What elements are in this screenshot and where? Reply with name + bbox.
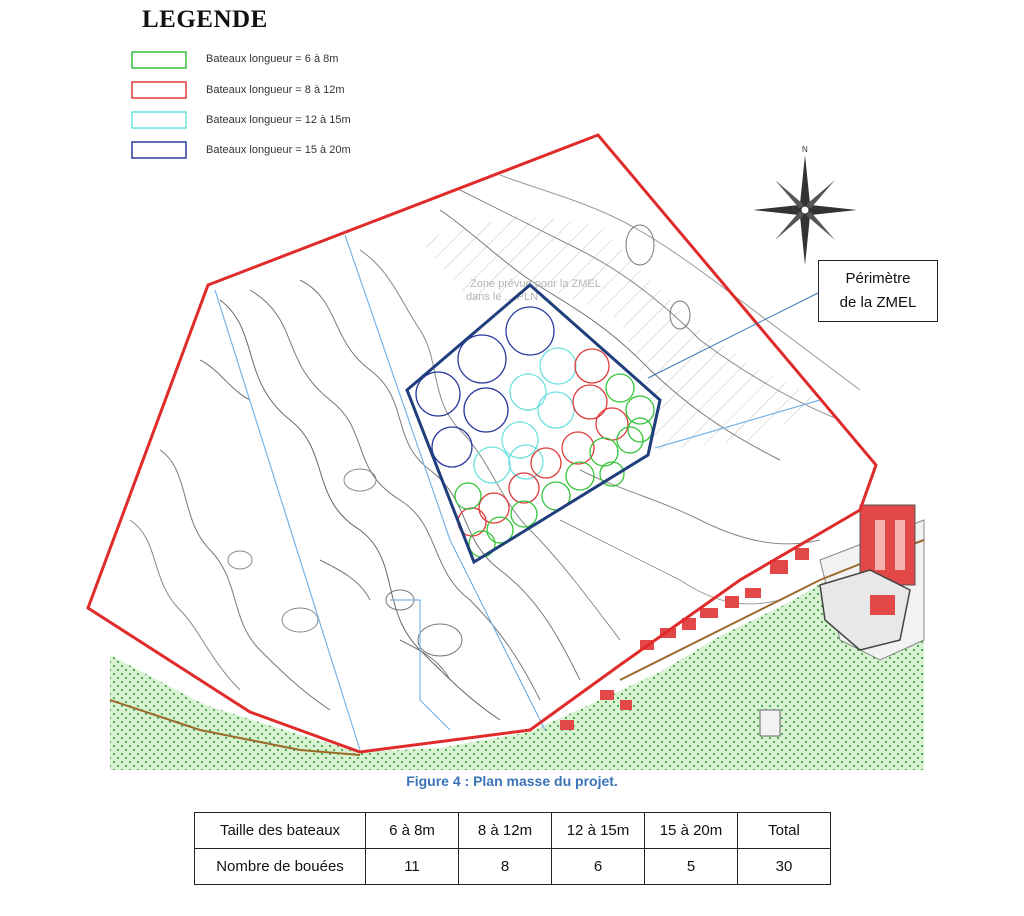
legend-label-6-8m: Bateaux longueur = 6 à 8m bbox=[206, 53, 339, 65]
mooring-buoy-circle bbox=[628, 418, 652, 442]
table-cell: 30 bbox=[738, 849, 831, 885]
mooring-buoy-circle bbox=[531, 448, 561, 478]
legend-swatch bbox=[132, 82, 186, 98]
callout-line-1: Périmètre bbox=[845, 270, 911, 287]
legend-label-12-15m: Bateaux longueur = 12 à 15m bbox=[206, 114, 351, 126]
zmel-callout bbox=[818, 260, 938, 322]
mooring-buoy-circle bbox=[509, 473, 539, 503]
mooring-buoy-circle bbox=[606, 374, 634, 402]
zmel-perimeter bbox=[407, 285, 660, 562]
mooring-buoy-circle bbox=[455, 483, 481, 509]
mooring-buoy-circle bbox=[474, 447, 510, 483]
table-cell: 8 bbox=[459, 849, 552, 885]
table-header-cell: Total bbox=[738, 813, 831, 849]
legend-title: LEGENDE bbox=[142, 6, 268, 33]
legend-swatch bbox=[132, 112, 186, 128]
table-row-label: Nombre de bouées bbox=[195, 849, 366, 885]
table-header-row bbox=[195, 813, 831, 849]
mooring-buoy-circle bbox=[506, 307, 554, 355]
hatched-reserved-zone bbox=[420, 215, 820, 450]
mooring-buoy-circle bbox=[573, 385, 607, 419]
hatched-zone-note: Zone prévue pour la ZMEL bbox=[470, 278, 601, 290]
table-header-cell: 15 à 20m bbox=[645, 813, 738, 849]
mooring-buoy-circle bbox=[510, 374, 546, 410]
mooring-buoy-circle bbox=[432, 427, 472, 467]
table-header-cell: Taille des bateaux bbox=[195, 813, 366, 849]
table-cell: 5 bbox=[645, 849, 738, 885]
mooring-buoy-circle bbox=[626, 396, 654, 424]
mooring-buoy-circle bbox=[596, 408, 628, 440]
mooring-buoys bbox=[416, 307, 654, 557]
table-cell: 11 bbox=[366, 849, 459, 885]
compass-north-label: N bbox=[802, 145, 808, 154]
mooring-buoy-circle bbox=[575, 349, 609, 383]
legend-swatch bbox=[132, 142, 186, 158]
hatched-zone-note-2: dans le ... PLN bbox=[466, 291, 539, 303]
table-header-cell: 6 à 8m bbox=[366, 813, 459, 849]
compass-rose-icon bbox=[753, 145, 857, 265]
legend-swatch bbox=[132, 52, 186, 68]
mooring-buoy-circle bbox=[464, 388, 508, 432]
table-row bbox=[195, 849, 831, 885]
table-header-cell: 8 à 12m bbox=[459, 813, 552, 849]
mooring-buoy-circle bbox=[538, 392, 574, 428]
mooring-buoy-circle bbox=[562, 432, 594, 464]
legend-swatches bbox=[132, 52, 186, 158]
table-header-cell: 12 à 15m bbox=[552, 813, 645, 849]
mooring-buoy-circle bbox=[502, 422, 538, 458]
mooring-buoy-circle bbox=[566, 462, 594, 490]
mooring-buoy-circle bbox=[540, 348, 576, 384]
callout-line-2: de la ZMEL bbox=[839, 294, 917, 311]
figure-caption: Figure 4 : Plan masse du projet. bbox=[406, 773, 618, 789]
mooring-buoy-circle bbox=[617, 427, 643, 453]
table-cell: 6 bbox=[552, 849, 645, 885]
buoy-count-table bbox=[194, 812, 831, 885]
legend-label-8-12m: Bateaux longueur = 8 à 12m bbox=[206, 84, 345, 96]
legend-label-15-20m: Bateaux longueur = 15 à 20m bbox=[206, 144, 351, 156]
